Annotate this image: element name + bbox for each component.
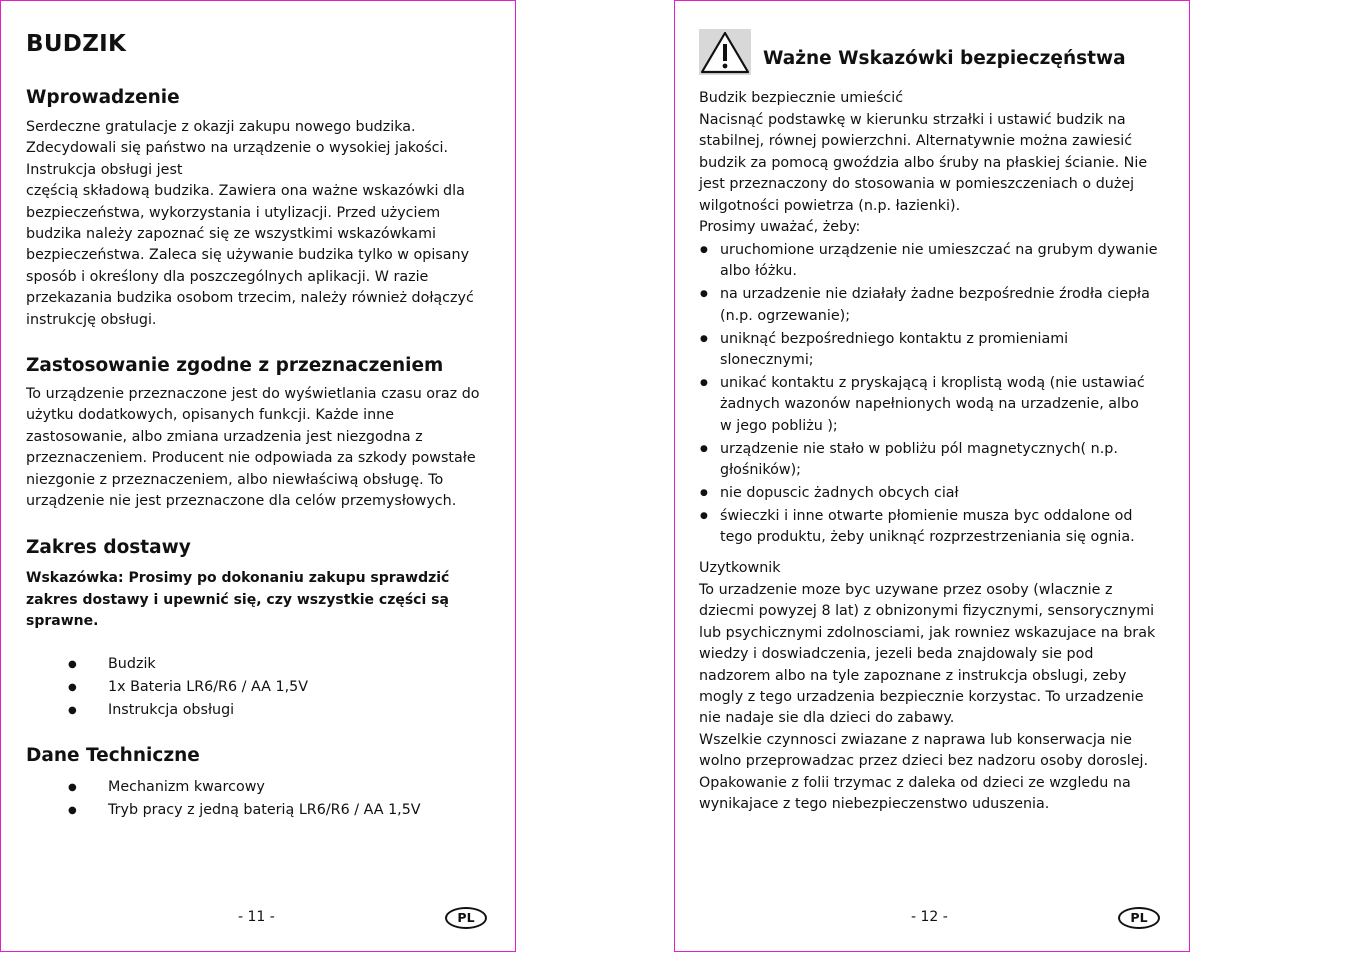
list-item: ● Tryb pracy z jedną baterią LR6/R6 / AA 1,5V [26, 799, 493, 822]
list-item [699, 483, 1161, 504]
delivery-section [26, 537, 493, 558]
text-line: bezpieczeństwa. Zaleca się używanie budzika tylko w opisany [26, 247, 470, 264]
list-item: ● Mechanizm kwarcowy [26, 776, 493, 799]
text-line: mogly z tego urzadzenia bezpiecznie korzystac. To urzadzenie [699, 689, 1144, 706]
bullet-line: ● unikać kontaktu z pryskającą i kroplistą wodą (nie ustawiać [720, 374, 1145, 391]
intro-section [26, 87, 493, 108]
placement-text [699, 110, 1161, 238]
delivery-heading: Zakres dostawy [26, 537, 191, 558]
text-line: Wszelkie czynnosci zwiazane z naprawa lub konserwacja nie [699, 731, 1132, 748]
text-line: lub psychicznymi zdolnosciami, jak rowniez wskazujace na brak [699, 624, 1156, 641]
user-text [699, 580, 1161, 815]
text-line: jest przeznaczony do stosowania w pomieszczeniach o dużej [699, 176, 1135, 193]
list-item: ● Budzik [26, 653, 493, 676]
warning-triangle-icon [699, 29, 751, 75]
left-page [0, 0, 516, 952]
intro-text [26, 117, 493, 331]
right-page [674, 0, 1190, 952]
text-line: Serdeczne gratulacje z okazji zakupu nowego budzika. [26, 119, 416, 135]
text-line: częścią składową budzika. Zawiera ona ważne wskazówki dla [26, 183, 465, 200]
bullet-line: ● uniknąć bezpośredniego kontaktu z promieniami slonecznymi; [720, 330, 1069, 369]
bullet-line: ● uruchomione urządzenie nie umieszczać na grubym dywanie [720, 242, 1158, 258]
text-line: sposób i określony dla poszczególnych aplikacji. W razie [26, 268, 429, 285]
note-line: Wskazówka: Prosimy po dokonaniu zakupu sprawdzić [26, 570, 450, 586]
tech-section [26, 745, 493, 766]
delivery-list [26, 653, 493, 722]
text-line: przeznaczeniem. Producent nie odpowiada za szkody powstałe [26, 450, 476, 467]
intended-use-text [26, 384, 493, 512]
language-badge: PL [1118, 907, 1160, 929]
text-line: przekazania budzika osobom trzecim, należy również dołączyć [26, 290, 474, 307]
list-item [699, 329, 1161, 372]
text-line: użytku dodatkowych, opisanych funkcji. Każde inne [26, 407, 395, 424]
page-number: - 12 - [911, 909, 948, 925]
text-line: wolno przeprowadzac przez dzieci bez nadzoru osoby doroslej. [699, 753, 1149, 770]
text-line: bezpieczeństwa, wykorzystania i utylizacji. Przed użyciem [26, 204, 441, 221]
safety-heading: Ważne Wskazówki bezpieczęństwa [763, 48, 1126, 69]
text-line: Zdecydowali się państwo na urządzenie o wysokiej jakości. [26, 140, 449, 157]
bullet-line: (n.p. ogrzewanie); [720, 307, 851, 324]
text-line: budzik za pomocą gwoździa albo śruby na płaskiej ścianie. Nie [699, 154, 1148, 171]
bullet-line: ● świeczki i inne otwarte płomienie musza byc oddalone od [720, 507, 1133, 524]
tech-heading: Dane Techniczne [26, 745, 200, 766]
text-line: Nacisnąć podstawkę w kierunku strzałki i ustawić budzik na [699, 112, 1126, 128]
list-item [699, 439, 1161, 482]
text-line: To urządzenie przeznaczone jest do wyświetlania czasu oraz do [26, 386, 480, 402]
page-title: BUDZIK [26, 31, 127, 57]
note-line: sprawne. [26, 613, 99, 629]
tech-list [26, 776, 493, 822]
list-item [699, 373, 1161, 437]
text-line: dziecmi powyzej 8 lat) z obnizonymi fizycznymi, sensorycznymi [699, 603, 1155, 620]
note-line: zakres dostawy i upewnić się, czy wszystkie części są [26, 591, 449, 608]
language-badge: PL [445, 907, 487, 929]
text-line: nadzorem albo na tyle zapoznane z instrukcja obslugi, zeby [699, 667, 1127, 684]
list-item [699, 506, 1161, 549]
bullet-line: ● na urzadzenie nie działały żadne bezpośrednie źrodła ciepła [720, 286, 1150, 303]
safety-bullet-list [699, 240, 1161, 550]
bullet-line: głośników); [720, 462, 801, 479]
text-line: To urzadzenie moze byc uzywane przez osoby (wlacznie z [699, 582, 1113, 598]
bullet-line: tego produktu, żeby uniknąć rozprzestrzeniania się ognia. [720, 529, 1135, 546]
text-line: budzika należy zapoznać się ze wszystkimi wskazówkami [26, 226, 436, 243]
text-line: wiedzy i doswiadczenia, jezeli beda znajdowaly sie pod [699, 646, 1094, 663]
list-item [699, 240, 1161, 283]
text-line: niezgonie z przeznaczeniem, albo niewłaściwą obsługę. To [26, 471, 444, 488]
page-number: - 11 - [238, 909, 275, 925]
list-item: ● Instrukcja obsługi [26, 699, 493, 722]
text-line: Opakowanie z folii trzymac z daleka od dzieci ze wzgledu na [699, 774, 1131, 791]
intended-use-section [26, 355, 493, 376]
list-item: ● 1x Bateria LR6/R6 / AA 1,5V [26, 676, 493, 699]
text-line: Prosimy uważać, żeby: [699, 219, 861, 236]
text-line: wynikajace z tego niebezpieczenstwo uduszenia. [699, 796, 1050, 813]
placement-subheading: Budzik bezpiecznie umieścić [699, 90, 904, 106]
text-line: urządzenie nie jest przeznaczone dla celów przemysłowych. [26, 493, 457, 510]
text-line: wilgotności powietrza (n.p. łazienki). [699, 197, 961, 214]
bullet-line: ● nie dopuscic żadnych obcych ciał [720, 484, 959, 501]
text-line: Instrukcja obsługi jest [26, 161, 183, 178]
bullet-line: ● urządzenie nie stało w pobliżu pól magnetycznych( n.p. [720, 440, 1118, 457]
delivery-note [26, 568, 493, 633]
user-subheading: Uzytkownik [699, 560, 781, 576]
text-line: zastosowanie, albo zmiana urzadzenia jest niezgodna z [26, 428, 423, 445]
intended-use-heading: Zastosowanie zgodne z przeznaczeniem [26, 355, 444, 376]
bullet-line: albo łóżku. [720, 263, 797, 280]
text-line: nie nadaje sie dla dzieci do zabawy. [699, 710, 955, 727]
bullet-line: w jego pobliżu ); [720, 417, 838, 434]
list-item [699, 284, 1161, 327]
text-line: stabilnej, równej powierzchni. Alternatywnie można zawiesić [699, 133, 1133, 150]
intro-heading: Wprowadzenie [26, 87, 180, 108]
bullet-line: żadnych wazonów napełnionych wodą na urzadzenie, albo [720, 396, 1139, 413]
text-line: instrukcję obsługi. [26, 311, 157, 328]
